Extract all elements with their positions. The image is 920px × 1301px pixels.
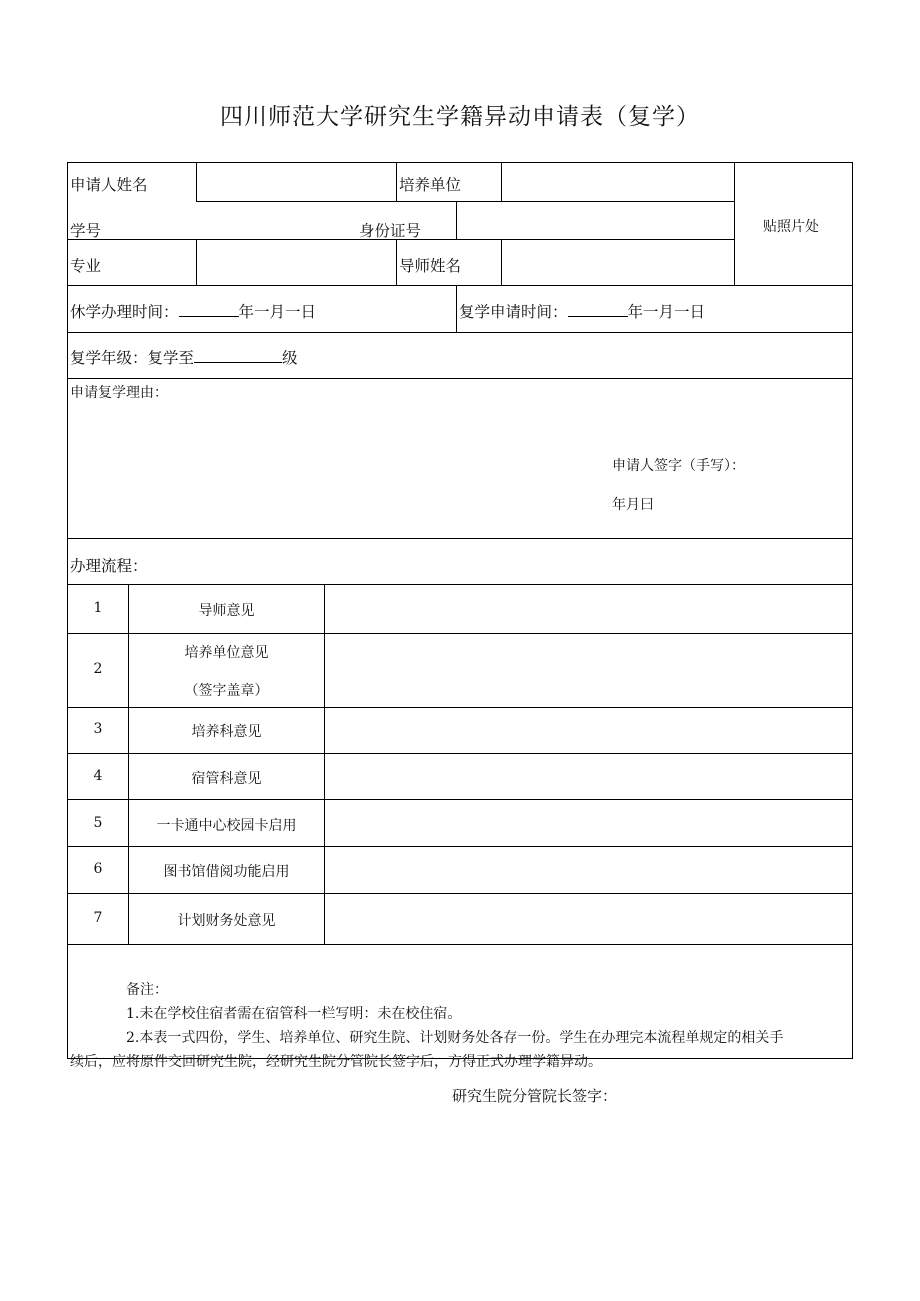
step-number: 5: [93, 815, 103, 831]
step-name: 一卡通中心校园卡启用: [156, 818, 297, 834]
row-divider: [196, 201, 734, 202]
row-divider: [68, 846, 852, 847]
suspension-year-blank[interactable]: [179, 302, 239, 317]
row-divider: [68, 633, 852, 634]
resumption-apply-time: [459, 300, 705, 322]
step-name: 培养科意见: [191, 724, 262, 740]
row-divider: [68, 799, 852, 800]
col-divider: [128, 584, 129, 944]
row-divider: [68, 707, 852, 708]
col-divider: [501, 163, 502, 201]
step-name: 培养单位意见: [184, 645, 269, 661]
step-subnote: （签字盖章）: [184, 683, 269, 699]
reason-label: 申请复学理由：: [70, 385, 168, 401]
applicant-name-label: 申请人姓名: [70, 176, 148, 194]
suspension-date-suffix: 年一月一日: [238, 303, 317, 321]
row-divider: [68, 285, 852, 286]
col-divider: [324, 584, 325, 944]
row-divider: [68, 893, 852, 894]
supervisor-name-label: 导师姓名: [399, 257, 462, 275]
step-number: 2: [93, 661, 103, 677]
col-divider: [396, 239, 397, 285]
col-divider: [196, 239, 197, 285]
notes: [68, 978, 852, 1074]
row-divider: [68, 538, 852, 539]
photo-placeholder-label: 贴照片处: [763, 219, 819, 235]
resume-grade-blank[interactable]: [194, 348, 282, 363]
step-name: 图书馆借阅功能启用: [163, 864, 290, 880]
form-title: 四川师范大学研究生学籍异动申请表（复学）: [220, 104, 700, 130]
row-divider: [68, 944, 852, 945]
major-label: 专业: [70, 257, 102, 275]
application-form: [67, 162, 853, 1070]
row-divider: [68, 584, 852, 585]
resume-grade-prefix: 复学年级：复学至: [70, 349, 195, 367]
step-number: 6: [93, 861, 103, 877]
suspension-time: [70, 300, 316, 322]
resumption-date-suffix: 年一月一日: [627, 303, 706, 321]
resumption-time-label: 复学申请时间：: [459, 303, 568, 321]
col-divider: [734, 163, 735, 285]
step-number: 7: [93, 910, 103, 926]
col-divider: [456, 285, 457, 332]
step-number: 3: [93, 721, 103, 737]
resumption-year-blank[interactable]: [568, 302, 628, 317]
notes-item-2-line-2: 续后，应将原件交回研究生院，经研究生院分管院长签字后，方得正式办理学籍异动。: [70, 1054, 602, 1070]
col-divider: [501, 239, 502, 285]
step-name: 宿管科意见: [191, 771, 262, 787]
applicant-signature-label: 申请人签字（手写）：: [612, 458, 745, 474]
student-id-label: 学号: [70, 222, 102, 240]
resume-grade-suffix: 级: [282, 349, 298, 367]
notes-title: 备注：: [126, 982, 168, 998]
step-number: 1: [93, 600, 103, 616]
notes-item-2-line-1: 2.本表一式四份，学生、培养单位、研究生院、计划财务处各存一份。学生在办理完本流程单规定的相关手: [126, 1030, 784, 1046]
step-number: 4: [93, 768, 103, 784]
row-divider: [68, 378, 852, 379]
step-name: 导师意见: [198, 603, 255, 619]
row-divider: [68, 753, 852, 754]
suspension-time-label: 休学办理时间：: [70, 303, 179, 321]
resume-grade: [70, 346, 298, 368]
col-divider: [456, 201, 457, 239]
id-number-label: 身份证号: [359, 222, 422, 240]
training-unit-label: 培养单位: [399, 176, 462, 194]
process-label: 办理流程：: [70, 557, 148, 575]
applicant-signature-date: 年月曰: [612, 497, 654, 513]
col-divider: [196, 163, 197, 201]
col-divider: [396, 163, 397, 201]
dean-signature-label: 研究生院分管院长签字：: [452, 1087, 618, 1105]
notes-item-1: 1.未在学校住宿者需在宿管科一栏写明：未在校住宿。: [126, 1006, 462, 1022]
step-name: 计划财务处意见: [177, 913, 276, 929]
row-divider: [68, 332, 852, 333]
